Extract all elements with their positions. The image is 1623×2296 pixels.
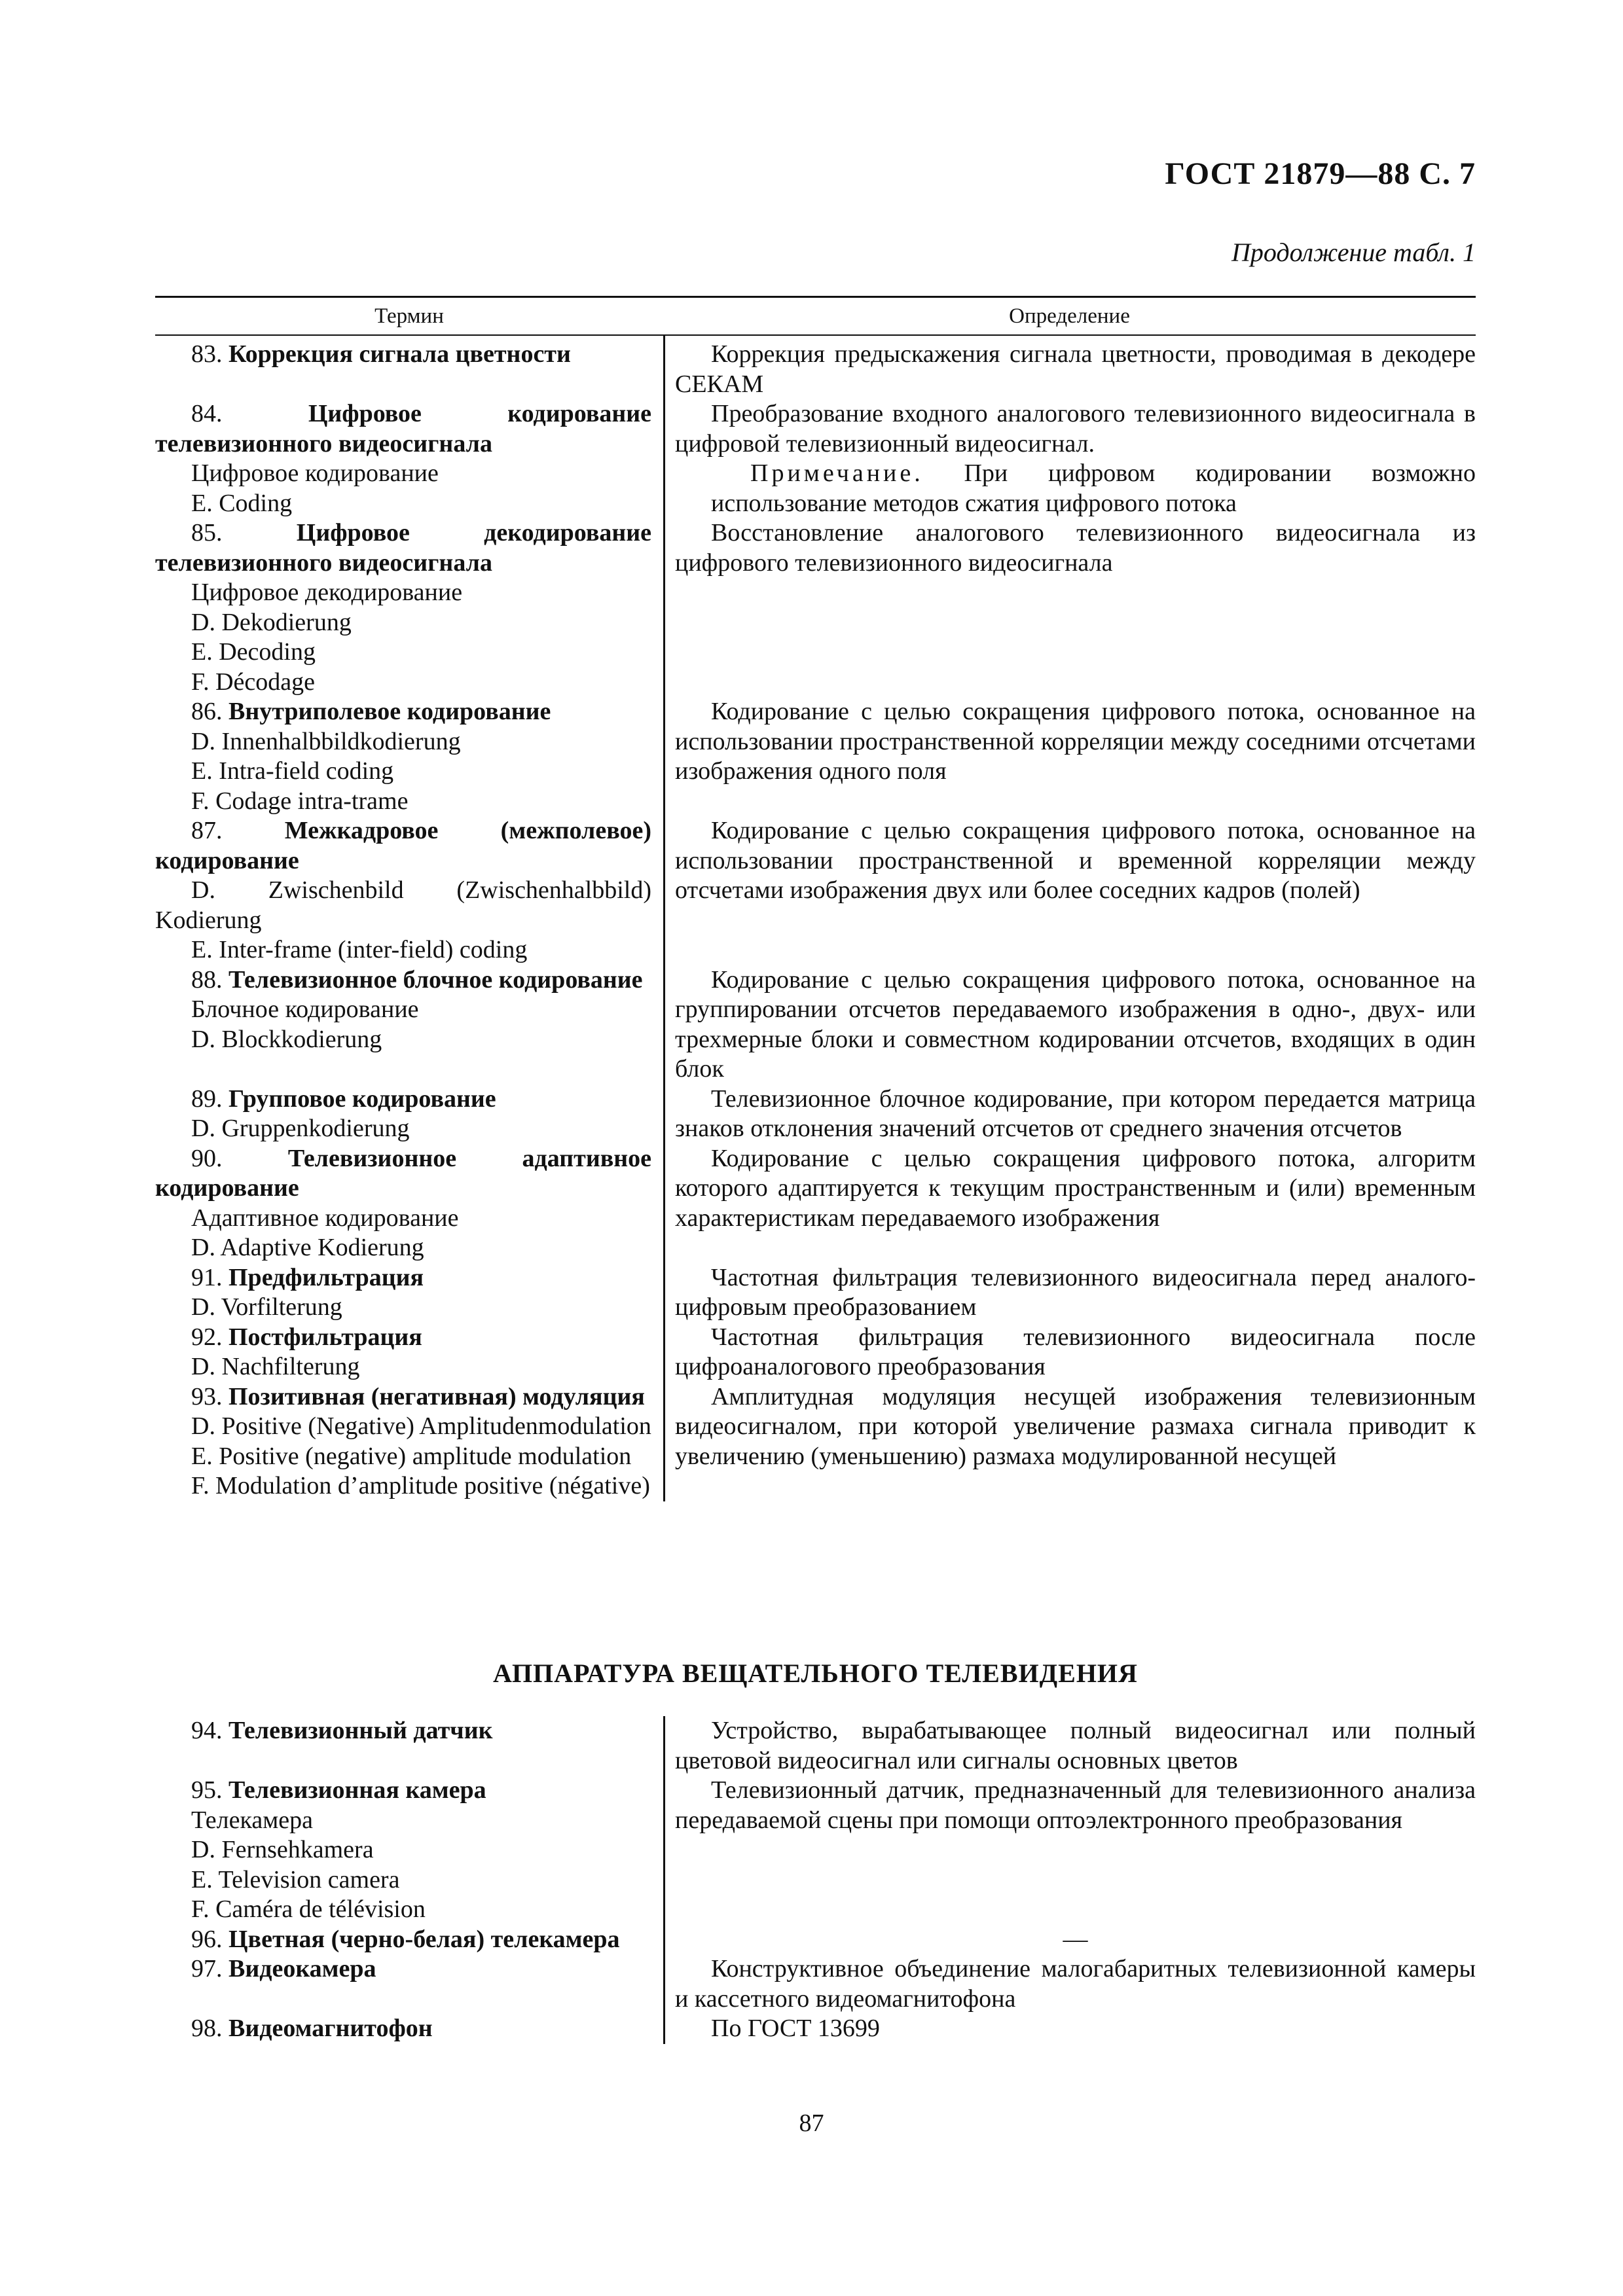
section-heading: АППАРАТУРА ВЕЩАТЕЛЬНОГО ТЕЛЕВИДЕНИЯ bbox=[493, 1659, 1138, 1688]
term-name: Цифровое декодирование телевизионного видеосигнала bbox=[155, 519, 651, 577]
table-body bbox=[155, 1716, 1476, 2044]
term-alias: E. Television camera bbox=[191, 1865, 400, 1893]
definition-cell: Частотная фильтрация телевизионного видеосигнала перед аналого-цифровым преобразованием bbox=[675, 1263, 1476, 1321]
term-alias: D. Adaptive Kodierung bbox=[191, 1234, 424, 1261]
definition-cell: — bbox=[1063, 1925, 1088, 1953]
table-row bbox=[155, 1323, 1476, 1382]
term-name: Телевизионный датчик bbox=[228, 1717, 493, 1744]
table-row bbox=[155, 518, 1476, 697]
term-cell: 97. Видеокамера bbox=[191, 1955, 376, 1982]
term-alias: D. Dekodierung bbox=[191, 608, 352, 636]
definition-cell: Амплитудная модуляция несущей изображения телевизионным видеосигналом, при которой увеличение размаха сигнала приводит к увеличению (уменьшению) размаха модулированной несущей bbox=[675, 1382, 1476, 1470]
term-cell: 84. Цифровое кодирование телевизионного видеосигнала Цифровое кодирование E. Coding bbox=[155, 399, 663, 518]
column-header-term: Термин bbox=[374, 304, 444, 328]
term-cell: 95. Телевизионная камера Телекамера D. Fernsehkamera E. Television camera F. Caméra de télévision bbox=[155, 1776, 663, 1925]
term-alias: Цифровое кодирование bbox=[191, 459, 439, 487]
table-row bbox=[155, 340, 1476, 399]
term-name: Позитивная (негативная) модуляция bbox=[228, 1382, 645, 1410]
term-cell: 86. Внутриполевое кодирование D. Innenhalbbildkodierung E. Intra-field coding F. Codage intra-trame bbox=[155, 697, 663, 816]
term-name: Межкадровое (межполевое) кодирование bbox=[155, 817, 651, 874]
table-row bbox=[155, 399, 1476, 518]
term-alias: Цифровое декодирование bbox=[191, 579, 463, 606]
table-row bbox=[155, 2014, 1476, 2044]
term-alias: D. Zwischenbild (Zwischenhalbbild) Kodierung bbox=[155, 876, 651, 934]
term-name: Телевизионное блочное кодирование bbox=[228, 965, 643, 994]
term-alias: D. Positive (Negative) Amplitudenmodulation bbox=[191, 1412, 651, 1440]
term-alias: D. Vorfilterung bbox=[191, 1293, 342, 1321]
definition-cell: Кодирование с целью сокращения цифрового потока, основанное на группировании отсчетов передаваемого изображения в одно-, двух- или трехмерные блоки и совместном кодировании отсчетов, входящих в один блок bbox=[675, 965, 1476, 1083]
term-alias: Телекамера bbox=[191, 1806, 313, 1834]
table-row bbox=[155, 1085, 1476, 1144]
table-row bbox=[155, 1144, 1476, 1263]
definition-note: Примечание. При цифровом кодировании возможно использование методов сжатия цифрового потока bbox=[711, 459, 1476, 517]
term-alias: Адаптивное кодирование bbox=[191, 1204, 459, 1232]
term-cell: 87. Межкадровое (межполевое) кодирование D. Zwischenbild (Zwischenhalbbild) Kodierung E. Inter-frame (inter-field) coding bbox=[155, 816, 663, 965]
terms-table bbox=[155, 296, 1476, 1501]
table-row bbox=[155, 697, 1476, 816]
term-alias: E. Positive (negative) amplitude modulation bbox=[191, 1442, 632, 1470]
column-divider bbox=[663, 336, 665, 1501]
term-cell: 98. Видеомагнитофон bbox=[191, 2015, 433, 2042]
term-alias: F. Codage intra-trame bbox=[191, 787, 409, 815]
term-cell: 93. Позитивная (негативная) модуляция D. Positive (Negative) Amplitudenmodulation E. Positive (negative) amplitude modulation F. Modulation d’amplitude positive (négative) bbox=[155, 1382, 663, 1501]
term-alias: E. Decoding bbox=[191, 638, 316, 666]
definition-cell: Коррекция предыскажения сигнала цветности, проводимая в декодере СЕКАМ bbox=[675, 340, 1476, 398]
column-header-definition: Определение bbox=[1009, 304, 1130, 328]
term-alias: D. Blockkodierung bbox=[191, 1025, 382, 1053]
table-body bbox=[155, 336, 1476, 1501]
table-continuation-label: Продолжение табл. 1 bbox=[1231, 238, 1476, 267]
term-alias: D. Innenhalbbildkodierung bbox=[191, 727, 461, 755]
definition-cell: Кодирование с целью сокращения цифрового потока, основанное на использовании пространственной корреляции между соседними отсчетами изображения одного поля bbox=[675, 698, 1476, 785]
table-row bbox=[155, 1382, 1476, 1501]
table-row bbox=[155, 1716, 1476, 1776]
term-cell: 83. Коррекция сигнала цветности bbox=[191, 340, 571, 368]
term-alias: D. Gruppenkodierung bbox=[191, 1115, 410, 1142]
term-alias: E. Intra-field coding bbox=[191, 757, 394, 785]
term-cell: 92. Постфильтрация D. Nachfilterung bbox=[155, 1323, 663, 1382]
term-name: Внутриполевое кодирование bbox=[228, 698, 551, 725]
term-alias: E. Coding bbox=[191, 489, 293, 517]
term-name: Видеомагнитофон bbox=[228, 2015, 433, 2042]
table-row bbox=[155, 816, 1476, 965]
table-header-row bbox=[155, 298, 1476, 334]
term-name: Групповое кодирование bbox=[228, 1085, 496, 1113]
table-row bbox=[155, 965, 1476, 1085]
definition-cell: Телевизионный датчик, предназначенный для телевизионного анализа передаваемой сцены при помощи оптоэлектронного преобразования bbox=[675, 1776, 1476, 1834]
term-cell: 85. Цифровое декодирование телевизионного видеосигнала Цифровое декодирование D. Dekodierung E. Decoding F. Décodage bbox=[155, 518, 663, 697]
term-name: Постфильтрация bbox=[228, 1323, 422, 1351]
page-number: 87 bbox=[799, 2109, 824, 2137]
table-row bbox=[155, 1776, 1476, 1925]
term-name: Предфильтрация bbox=[228, 1263, 424, 1291]
definition-cell: По ГОСТ 13699 bbox=[711, 2015, 880, 2042]
term-alias: E. Inter-frame (inter-field) coding bbox=[191, 936, 528, 963]
term-cell: 90. Телевизионное адаптивное кодирование Адаптивное кодирование D. Adaptive Kodierung bbox=[155, 1144, 663, 1263]
document-reference: ГОСТ 21879—88 С. 7 bbox=[1165, 156, 1476, 191]
definition-cell: Восстановление аналогового телевизионного видеосигнала из цифрового телевизионного видеосигнала bbox=[675, 519, 1476, 577]
table-row bbox=[155, 1263, 1476, 1323]
definition-cell: Конструктивное объединение малогабаритных телевизионной камеры и кассетного видеомагнитофона bbox=[675, 1955, 1476, 2013]
term-cell: 94. Телевизионный датчик bbox=[191, 1717, 493, 1744]
table-row bbox=[155, 1954, 1476, 2014]
term-name: Цифровое кодирование телевизионного видеосигнала bbox=[155, 400, 651, 457]
term-alias: F. Modulation d’amplitude positive (négative) bbox=[191, 1472, 650, 1499]
term-alias: D. Fernsehkamera bbox=[191, 1836, 374, 1863]
terms-table-section bbox=[155, 1716, 1476, 2044]
term-alias: Блочное кодирование bbox=[191, 996, 419, 1023]
definition-cell: Устройство, вырабатывающее полный видеосигнал или полный цветовой видеосигнал или сигналы основных цветов bbox=[675, 1717, 1476, 1774]
definition-cell: Преобразование входного аналогового телевизионного видеосигнала в цифровой телевизионный видеосигнал. Примечание. При цифровом кодировании возможно использование методов сжатия цифрового потока bbox=[663, 399, 1476, 518]
definition-cell: Кодирование с целью сокращения цифрового потока, основанное на использовании пространственной и временной корреляции между отсчетами изображения двух или более соседних кадров (полей) bbox=[675, 817, 1476, 904]
term-name: Видеокамера bbox=[228, 1955, 376, 1982]
term-alias: F. Décodage bbox=[191, 668, 315, 696]
term-alias: D. Nachfilterung bbox=[191, 1353, 360, 1380]
column-divider bbox=[663, 1716, 665, 2044]
term-name: Цветная (черно-белая) телекамера bbox=[228, 1925, 620, 1953]
table-row bbox=[155, 1925, 1476, 1955]
definition-cell: Телевизионное блочное кодирование, при котором передается матрица знаков отклонения значений отсчетов от среднего значения отсчетов bbox=[675, 1085, 1476, 1142]
term-name: Телевизионное адаптивное кодирование bbox=[155, 1144, 651, 1202]
term-name: Телевизионная камера bbox=[228, 1776, 486, 1804]
definition-cell: Кодирование с целью сокращения цифрового потока, алгоритм которого адаптируется к текущим пространственным и (или) временным характеристикам передаваемого изображения bbox=[675, 1144, 1476, 1232]
term-cell: 89. Групповое кодирование D. Gruppenkodierung bbox=[155, 1085, 663, 1144]
term-name: Коррекция сигнала цветности bbox=[228, 340, 571, 368]
term-cell: 96. Цветная (черно-белая) телекамера bbox=[191, 1925, 620, 1953]
definition-cell: Частотная фильтрация телевизионного видеосигнала после цифроаналогового преобразования bbox=[675, 1323, 1476, 1380]
term-alias: F. Caméra de télévision bbox=[191, 1895, 426, 1923]
term-cell: 91. Предфильтрация D. Vorfilterung bbox=[155, 1263, 663, 1323]
term-cell: 88. Телевизионное блочное кодирование Блочное кодирование D. Blockkodierung bbox=[155, 965, 663, 1085]
